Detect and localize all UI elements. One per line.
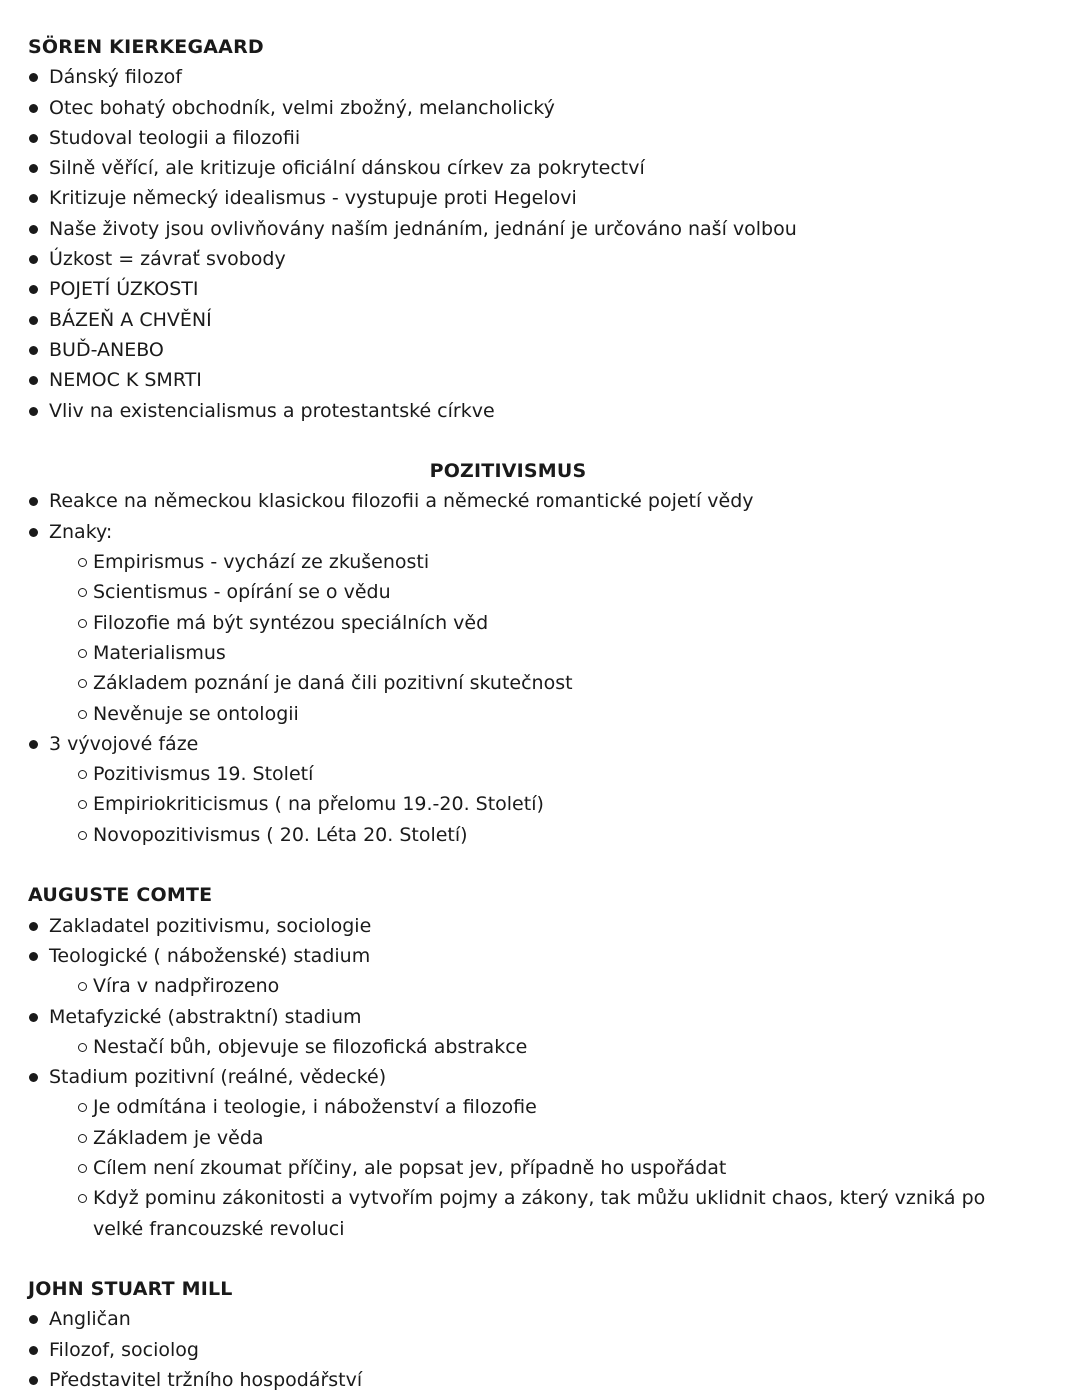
sub-list-item-continuation: velké francouzské revoluci <box>93 1217 345 1240</box>
section-heading-comte: AUGUSTE COMTE <box>28 884 213 907</box>
list-item: BUĎ-ANEBO <box>28 335 1048 365</box>
list-item: Zakladatel pozitivismu, sociologie <box>28 911 1048 941</box>
sub-list-item: Je odmítána i teologie, i náboženství a filozofie <box>28 1092 1048 1122</box>
sub-list-item: Základem poznání je daná čili pozitivní skutečnost <box>28 668 1048 698</box>
sub-list-item: Empiriokriticismus ( na přelomu 19.-20. Století) <box>28 789 1048 819</box>
sub-list-item: Víra v nadpřirozeno <box>28 971 1048 1001</box>
document-page <box>28 32 1048 1395</box>
list-item: Filozof, sociolog <box>28 1335 1048 1365</box>
list-item: Úzkost = závrať svobody <box>28 244 1048 274</box>
sub-list-item: Cílem není zkoumat příčiny, ale popsat jev, případně ho uspořádat <box>28 1153 1048 1183</box>
list-item: Dánský filozof <box>28 62 1048 92</box>
list-item: Znaky: <box>28 517 1048 547</box>
spacer <box>28 426 1048 456</box>
spacer <box>28 850 1048 880</box>
list-item: Reakce na německou klasickou filozofii a německé romantické pojetí vědy <box>28 486 1048 516</box>
list-item: 3 vývojové fáze <box>28 729 1048 759</box>
sub-list-item: Nestačí bůh, objevuje se filozofická abstrakce <box>28 1032 1048 1062</box>
sub-list-item: Materialismus <box>28 638 1048 668</box>
section-heading-mill: JOHN STUART MILL <box>28 1278 233 1301</box>
sub-list-item: Scientismus - opírání se o vědu <box>28 577 1048 607</box>
sub-list-item: Pozitivismus 19. Století <box>28 759 1048 789</box>
sub-list-item: Základem je věda <box>28 1123 1048 1153</box>
list-item: Angličan <box>28 1304 1048 1334</box>
sub-list-item: Filozofie má být syntézou speciálních věd <box>28 608 1048 638</box>
section-heading-kierkegaard: SÖREN KIERKEGAARD <box>28 36 264 58</box>
sub-list-item: Nevěnuje se ontologii <box>28 699 1048 729</box>
list-item: Stadium pozitivní (reálné, vědecké) <box>28 1062 1048 1092</box>
list-item: POJETÍ ÚZKOSTI <box>28 274 1048 304</box>
list-item: Představitel tržního hospodářství <box>28 1365 1048 1395</box>
list-item: Naše životy jsou ovlivňovány naším jednáním, jednání je určováno naší volbou <box>28 214 1048 244</box>
list-item: Metafyzické (abstraktní) stadium <box>28 1002 1048 1032</box>
list-item: Silně věřící, ale kritizuje oficiální dánskou církev za pokrytectví <box>28 153 1048 183</box>
list-item: Otec bohatý obchodník, velmi zbožný, melancholický <box>28 93 1048 123</box>
sub-list-item: Empirismus - vychází ze zkušenosti <box>28 547 1048 577</box>
list-item: BÁZEŇ A CHVĚNÍ <box>28 305 1048 335</box>
list-item: Kritizuje německý idealismus - vystupuje proti Hegelovi <box>28 183 1048 213</box>
sub-list-item: Novopozitivismus ( 20. Léta 20. Století) <box>28 820 1048 850</box>
sub-list-item: Když pominu zákonitosti a vytvořím pojmy a zákony, tak můžu uklidnit chaos, který vzniká po <box>28 1183 1048 1213</box>
list-item: Teologické ( náboženské) stadium <box>28 941 1048 971</box>
spacer <box>28 1244 1048 1274</box>
list-item: Vliv na existencialismus a protestantské církve <box>28 396 1048 426</box>
list-item: NEMOC K SMRTI <box>28 365 1048 395</box>
list-item: Studoval teologii a filozofii <box>28 123 1048 153</box>
section-heading-pozitivismus: POZITIVISMUS <box>429 460 587 483</box>
